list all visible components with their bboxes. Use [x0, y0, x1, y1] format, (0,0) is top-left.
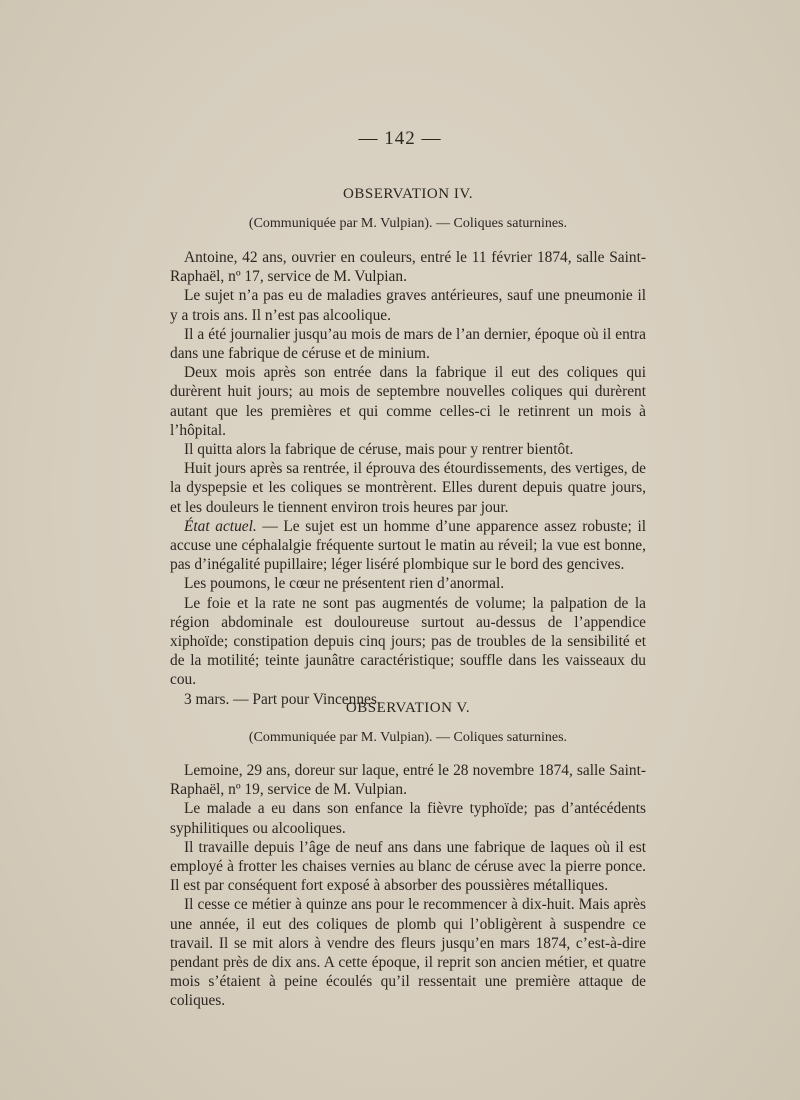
paragraph: Le sujet n’a pas eu de maladies graves antérieures, sauf une pneumonie il y a trois ans. Il n’est pas alcoolique. [170, 287, 646, 324]
observation-5-title: OBSERVATION V. [345, 700, 471, 716]
paragraph: Deux mois après son entrée dans la fabrique il eut des coliques qui durèrent huit jours; au mois de septembre nouvelles coliques qui durèrent autant que les premières et qui comme celles-ci le retinrent un mois à l’hôpital. [170, 364, 646, 439]
paragraph: Lemoine, 29 ans, doreur sur laque, entré le 28 novembre 1874, salle Saint-Raphaël, nº 19, service de M. Vulpian. [170, 762, 646, 799]
observation-5-body [170, 761, 646, 1011]
paragraph: Il a été journalier jusqu’au mois de mars de l’an dernier, époque où il entra dans une fabrique de céruse et de minium. [170, 325, 646, 363]
observation-4-title: OBSERVATION IV. [343, 186, 473, 202]
observation-4-body [170, 248, 646, 709]
etat-actuel-label: État actuel. [184, 517, 257, 535]
paragraph: Huit jours après sa rentrée, il éprouva des étourdissements, des vertiges, de la dyspepsie et les coliques se montrèrent. Elles durent depuis quatre jours, et les douleurs le tiennent environ trois heures par jour. [170, 460, 646, 516]
paragraph-etat-actuel [170, 517, 646, 575]
page-number: — 142 — [358, 128, 442, 149]
paragraph: 3 mars. — Part pour Vincennes. [184, 690, 381, 708]
paragraph: Le foie et la rate ne sont pas augmentés de volume; la palpation de la région abdominale est douloureuse surtout au-dessus de l’appendice xiphoïde; constipation depuis cinq jours; pas de troubles de la sensibilité et de la motilité; teinte jaunâtre caractéristique; souffle dans les vaisseaux du cou. [170, 594, 646, 689]
paragraph: Il travaille depuis l’âge de neuf ans dans une fabrique de laques où il est employé à frotter les chaises vernies au blanc de céruse avec la pierre ponce. Il est par conséquent fort exposé à absorber des poussières métalliques. [170, 838, 646, 895]
paragraph: Le malade a eu dans son enfance la fièvre typhoïde; pas d’antécédents syphilitiques ou alcooliques. [170, 800, 646, 837]
observation-4-subtitle: (Communiquée par M. Vulpian). — Coliques saturnines. [248, 216, 568, 231]
paragraph: Antoine, 42 ans, ouvrier en couleurs, entré le 11 février 1874, salle Saint-Raphaël, nº 17, service de M. Vulpian. [170, 249, 646, 286]
paragraph: Il quitta alors la fabrique de céruse, mais pour y rentrer bientôt. [184, 441, 574, 459]
paragraph: Les poumons, le cœur ne présentent rien d’anormal. [184, 575, 505, 593]
paragraph-text: — Le sujet est un homme d’une apparence assez robuste; il accuse une céphalalgie fréquente surtout le matin au réveil; la vue est bonne, pas d’inégalité pupillaire; léger liséré plombique sur le bord des gencives. [170, 517, 646, 574]
paragraph: Il cesse ce métier à quinze ans pour le recommencer à dix-huit. Mais après une année, il eut des coliques de plomb qui l’obligèrent à suspendre ce travail. Il se mit alors à vendre des fleurs jusqu’en mars 1874, c’est-à-dire pendant près de dix ans. A cette époque, il reprit son ancien métier, et quatre mois s’étaient à peine écoulés qu’il ressentait une première attaque de coliques. [170, 896, 646, 1010]
observation-5-subtitle: (Communiquée par M. Vulpian). — Coliques saturnines. [248, 730, 568, 745]
